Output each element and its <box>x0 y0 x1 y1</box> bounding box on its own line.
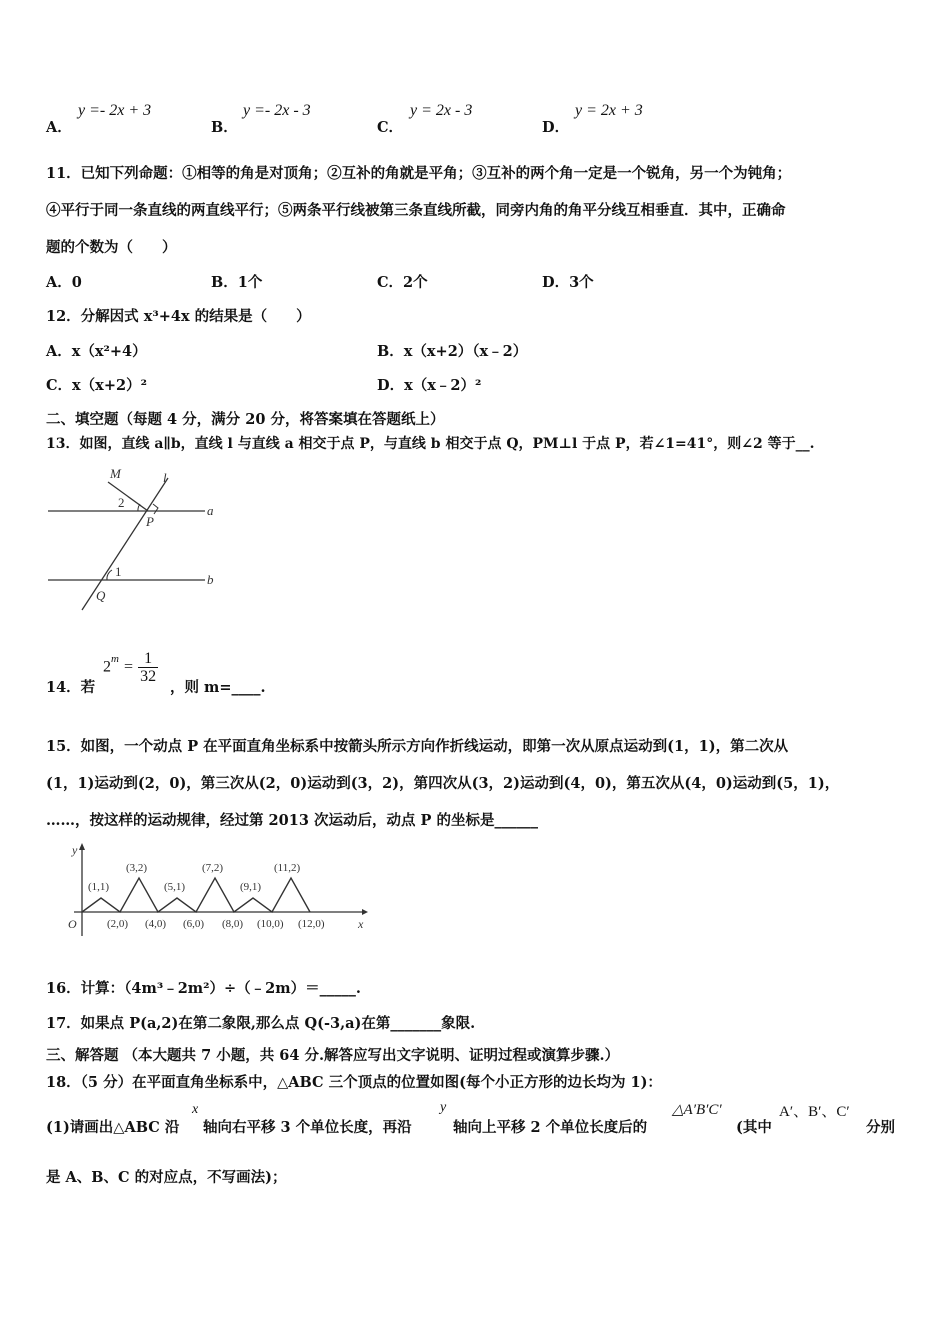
q11-option-a: A．0 <box>46 274 82 291</box>
label-l: l <box>163 470 167 485</box>
q12-option-a: A．x（x²+4） <box>46 343 147 360</box>
bottom-label-6: (12,0) <box>298 918 325 930</box>
q12-option-b: B．x（x+2）（x﹣2） <box>377 343 528 360</box>
top-label-3: (5,1) <box>164 881 186 893</box>
q15-zigzag-graph <box>52 840 372 940</box>
label-p: P <box>146 514 154 529</box>
zigzag-path <box>82 878 310 912</box>
q14-prefix: 14．若 <box>46 679 96 696</box>
label-q: Q <box>96 588 106 603</box>
x-axis-label: x <box>358 917 364 931</box>
q11-option-d: D．3个 <box>542 274 594 291</box>
q18-part1-d: (其中 <box>736 1119 772 1136</box>
top-label-2: (3,2) <box>126 862 148 874</box>
q14-suffix: ，则 m=____. <box>170 679 266 696</box>
section-3-heading: 三、解答题 （本大题共 7 小题，共 64 分.解答应写出文字说明、证明过程或演算步骤.） <box>46 1047 620 1064</box>
q11-option-c: C．2个 <box>377 274 428 291</box>
y-axis-label: y <box>72 843 78 857</box>
q11-line-1: 11．已知下列命题：①相等的角是对顶角；②互补的角就是平角；③互补的两个角一定是一个锐角，另一个为钝角； <box>46 165 792 182</box>
q13-figure <box>40 460 230 615</box>
q18-var-y: y <box>440 1100 447 1115</box>
q15-line-1: 15．如图，一个动点 P 在平面直角坐标系中按箭头所示方向作折线运动，即第一次从原点运动到(1，1)，第二次从 <box>46 738 789 755</box>
q10-option-c-expr: y = 2x - 3 <box>410 102 473 119</box>
q10-option-b-letter: B． <box>211 119 238 136</box>
angle-2-arc <box>138 504 140 511</box>
line-l <box>82 478 168 610</box>
q12-option-d: D．x（x﹣2）² <box>377 377 482 394</box>
q10-option-d-expr: y = 2x + 3 <box>575 102 643 119</box>
q18-part1-a: (1)请画出△ABC 沿 <box>46 1119 180 1136</box>
top-label-4: (7,2) <box>202 862 224 874</box>
top-label-1: (1,1) <box>88 881 110 893</box>
q18-part1-b: 轴向右平移 3 个单位长度，再沿 <box>203 1119 412 1136</box>
q10-option-a-expr: y =- 2x + 3 <box>78 102 152 119</box>
q14-fraction <box>138 650 158 685</box>
q10-option-b-expr: y =- 2x - 3 <box>243 102 311 119</box>
q18-var-x: x <box>192 1102 199 1117</box>
q14-equals: = <box>124 658 134 676</box>
q14-exponent: m <box>111 652 119 665</box>
label-b: b <box>207 572 214 587</box>
label-angle-2: 2 <box>118 495 125 510</box>
q10-option-d-letter: D． <box>542 119 570 136</box>
q18-part1-c: 轴向上平移 2 个单位长度后的 <box>453 1119 648 1136</box>
section-2-heading: 二、填空题（每题 4 分，满分 20 分，将答案填在答题纸上） <box>46 411 445 428</box>
origin-label: O <box>68 917 77 931</box>
q14-equation <box>103 650 158 685</box>
segment-pm <box>108 482 148 511</box>
q12-stem: 12．分解因式 x³+4x 的结果是（ ） <box>46 308 311 325</box>
q13-stem: 13．如图，直线 a∥b，直线 l 与直线 a 相交于点 P，与直线 b 相交于点 Q，PM⊥l 于点 P，若∠1=41°，则∠2 等于__. <box>46 436 815 452</box>
q11-line-2: ④平行于同一条直线的两直线平行；⑤两条平行线被第三条直线所截，同旁内角的角平分线互相垂直．其中，正确命 <box>46 202 786 219</box>
top-label-6: (11,2) <box>274 862 301 874</box>
bottom-label-1: (2,0) <box>107 918 129 930</box>
bottom-label-4: (8,0) <box>222 918 244 930</box>
q18-triangle-prime: △A′B′C′ <box>672 1102 722 1118</box>
q16: 16．计算：（4m³﹣2m²）÷（﹣2m）＝_____. <box>46 980 361 997</box>
y-axis-arrow <box>79 843 85 850</box>
bottom-label-3: (6,0) <box>183 918 205 930</box>
label-a: a <box>207 503 214 518</box>
q17: 17．如果点 P(a,2)在第二象限,那么点 Q(-3,a)在第_______象限. <box>46 1015 476 1032</box>
q18-part1-f: 是 A、B、C 的对应点，不写画法)； <box>46 1169 287 1186</box>
q18-prime-points: A′、B′、C′ <box>779 1104 850 1120</box>
q14-denominator: 32 <box>140 668 157 685</box>
top-label-5: (9,1) <box>240 881 262 893</box>
q15-line-3: ……，按这样的运动规律，经过第 2013 次运动后，动点 P 的坐标是______ <box>46 812 538 829</box>
q14-base: 2 <box>103 658 111 676</box>
q10-option-c-letter: C． <box>377 119 404 136</box>
q10-option-a-letter: A． <box>46 119 72 136</box>
q11-option-b: B．1个 <box>211 274 263 291</box>
q18-part1-e: 分别 <box>866 1119 895 1136</box>
x-axis-arrow <box>362 909 368 915</box>
q11-line-3: 题的个数为（ ） <box>46 239 177 256</box>
right-angle-mark <box>153 504 158 514</box>
q18-stem: 18．（5 分）在平面直角坐标系中，△ABC 三个顶点的位置如图(每个小正方形的边长均为 1)： <box>46 1074 662 1091</box>
label-angle-1: 1 <box>115 564 122 579</box>
q14-numerator: 1 <box>138 650 158 668</box>
q15-line-2: (1，1)运动到(2，0)，第三次从(2，0)运动到(3，2)，第四次从(3，2)运动到(4，0)，第五次从(4，0)运动到(5，1)， <box>46 775 840 792</box>
bottom-label-2: (4,0) <box>145 918 167 930</box>
label-m: M <box>110 466 121 481</box>
bottom-label-5: (10,0) <box>257 918 284 930</box>
q12-option-c: C．x（x+2）² <box>46 377 147 394</box>
